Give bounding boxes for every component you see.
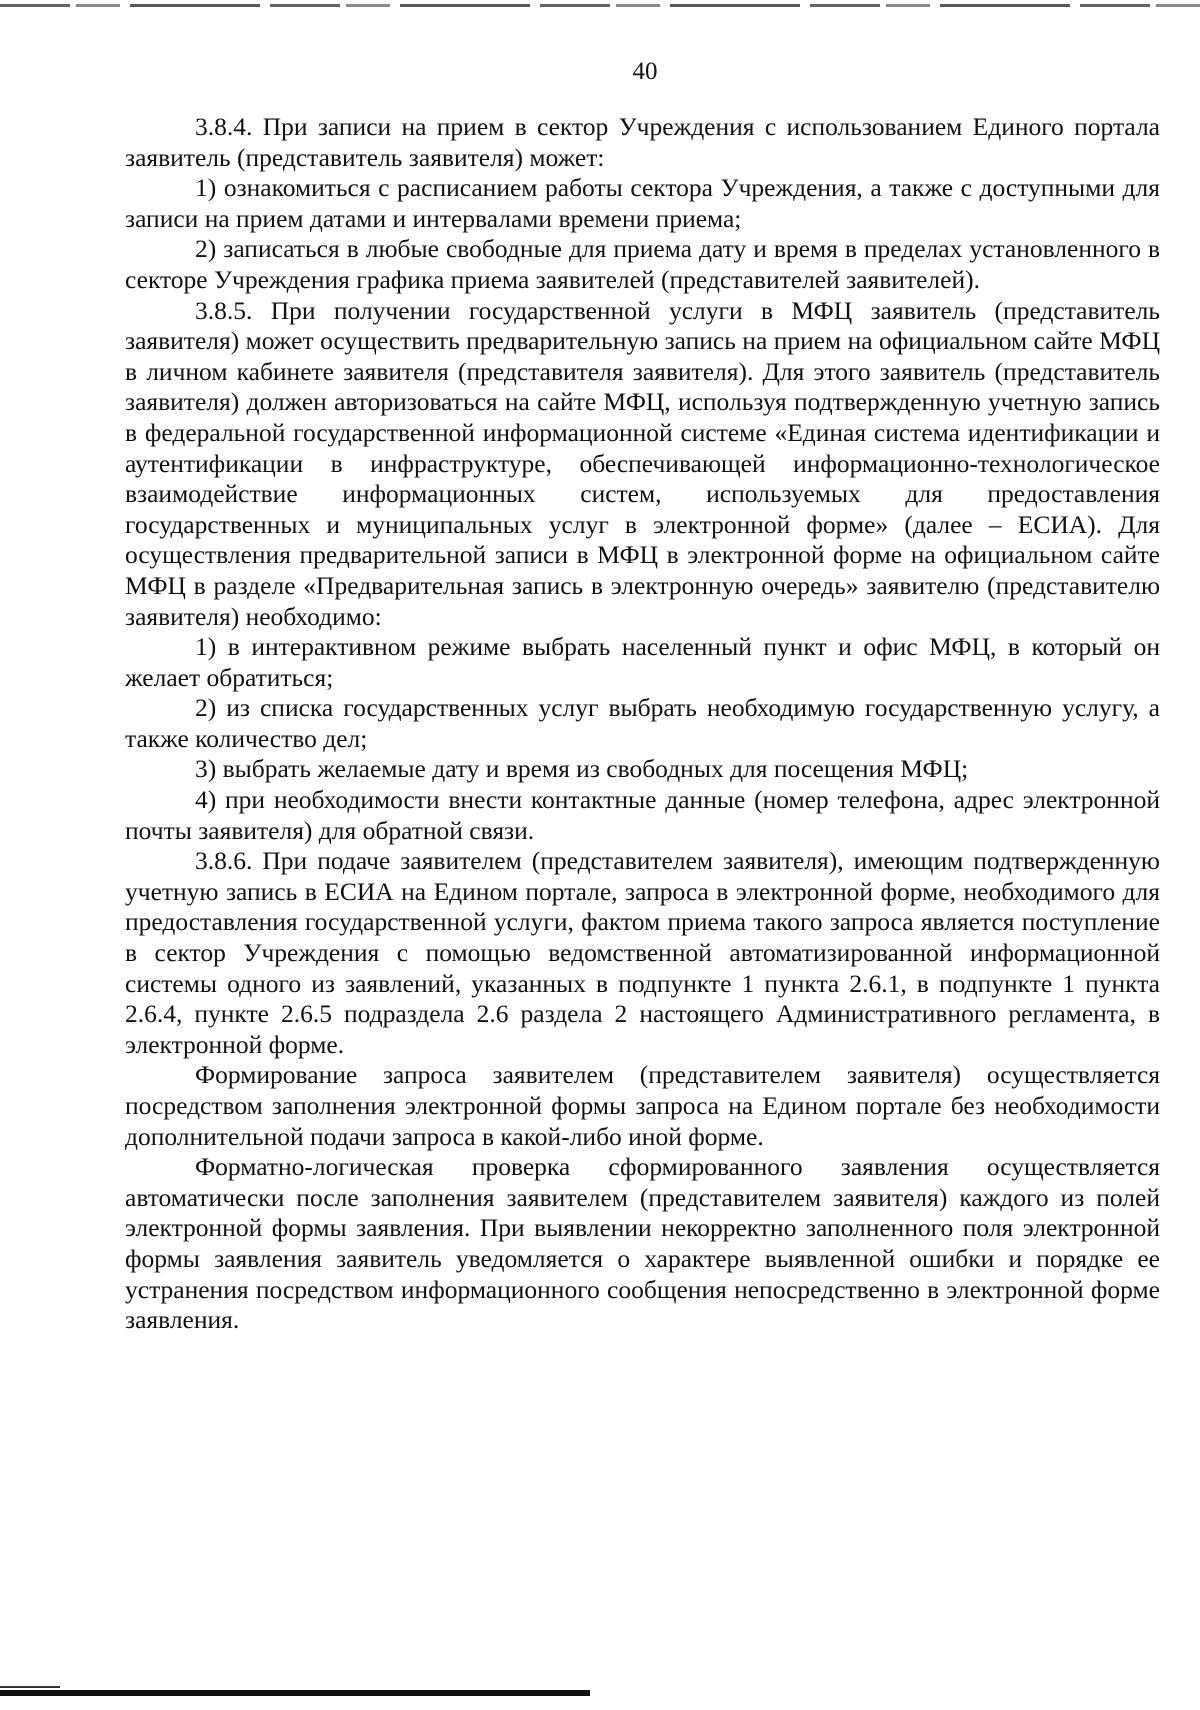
page-number: 40 (632, 58, 658, 85)
paragraph-3-8-5: 3.8.5. При получении государственной услуги в МФЦ заявитель (представитель заявителя) может осуществить предварительную запись на прием на официальном сайте МФЦ в личном кабинете заявителя (представителя заявителя). Для этого заявитель (представитель заявителя) должен авторизоваться на сайте МФЦ, используя подтвержденную учетную запись в федеральной государственной информационной системе «Единая система идентификации и аутентификации в инфраструктуре, обеспечивающей информационно-технологическое взаимодействие информационных систем, используемых для предоставления государственных и муниципальных услуг в электронной форме» (далее – ЕСИА). Для осуществления предварительной записи в МФЦ в электронной форме на официальном сайте МФЦ в разделе «Предварительная запись в электронную очередь» заявителю (представителю заявителя) необходимо: (125, 295, 1160, 631)
paragraph-item-1: 1) ознакомиться с расписанием работы сектора Учреждения, а также с доступными для записи на прием датами и интервалами времени приема; (125, 173, 1160, 233)
paragraph-step-1: 1) в интерактивном режиме выбрать населенный пункт и офис МФЦ, в который он желает обратиться; (125, 632, 1160, 692)
paragraph-step-2: 2) из списка государственных услуг выбрать необходимую государственную услугу, а также количество дел; (125, 693, 1160, 753)
scan-artifact-top (0, 4, 1200, 7)
scan-artifact-bottom (0, 1690, 590, 1696)
paragraph-format-check: Форматно-логическая проверка сформированного заявления осуществляется автоматически после заполнения заявителем (представителем заявителя) каждого из полей электронной формы заявления. При выявлении некорректно заполненного поля электронной формы заявления заявитель уведомляется о характере выявленной ошибки и порядке ее устранения посредством информационного сообщения непосредственно в электронной форме заявления. (125, 1152, 1160, 1335)
paragraph-step-4: 4) при необходимости внести контактные данные (номер телефона, адрес электронной почты заявителя) для обратной связи. (125, 785, 1160, 845)
paragraph-3-8-4: 3.8.4. При записи на прием в сектор Учреждения с использованием Единого портала заявитель (представитель заявителя) может: (125, 112, 1160, 172)
paragraph-step-3: 3) выбрать желаемые дату и время из свободных для посещения МФЦ; (195, 754, 969, 784)
paragraph-request-forming: Формирование запроса заявителем (представителем заявителя) осуществляется посредством заполнения электронной формы запроса на Едином портале без необходимости дополнительной подачи запроса в какой-либо иной форме. (125, 1060, 1160, 1151)
document-body (125, 112, 1160, 1336)
paragraph-3-8-6: 3.8.6. При подаче заявителем (представителем заявителя), имеющим подтвержденную учетную запись в ЕСИА на Едином портале, запроса в электронной форме, необходимого для предоставления государственной услуги, фактом приема такого запроса является поступление в сектор Учреждения с помощью ведомственной автоматизированной информационной системы одного из заявлений, указанных в подпункте 1 пункта 2.6.1, в подпункте 1 пункта 2.6.4, пункте 2.6.5 подраздела 2.6 раздела 2 настоящего Административного регламента, в электронной форме. (125, 846, 1160, 1059)
paragraph-item-2: 2) записаться в любые свободные для приема дату и время в пределах установленного в секторе Учреждения графика приема заявителей (представителей заявителей). (125, 234, 1160, 294)
scan-artifact-bottom-thin (0, 1686, 60, 1688)
